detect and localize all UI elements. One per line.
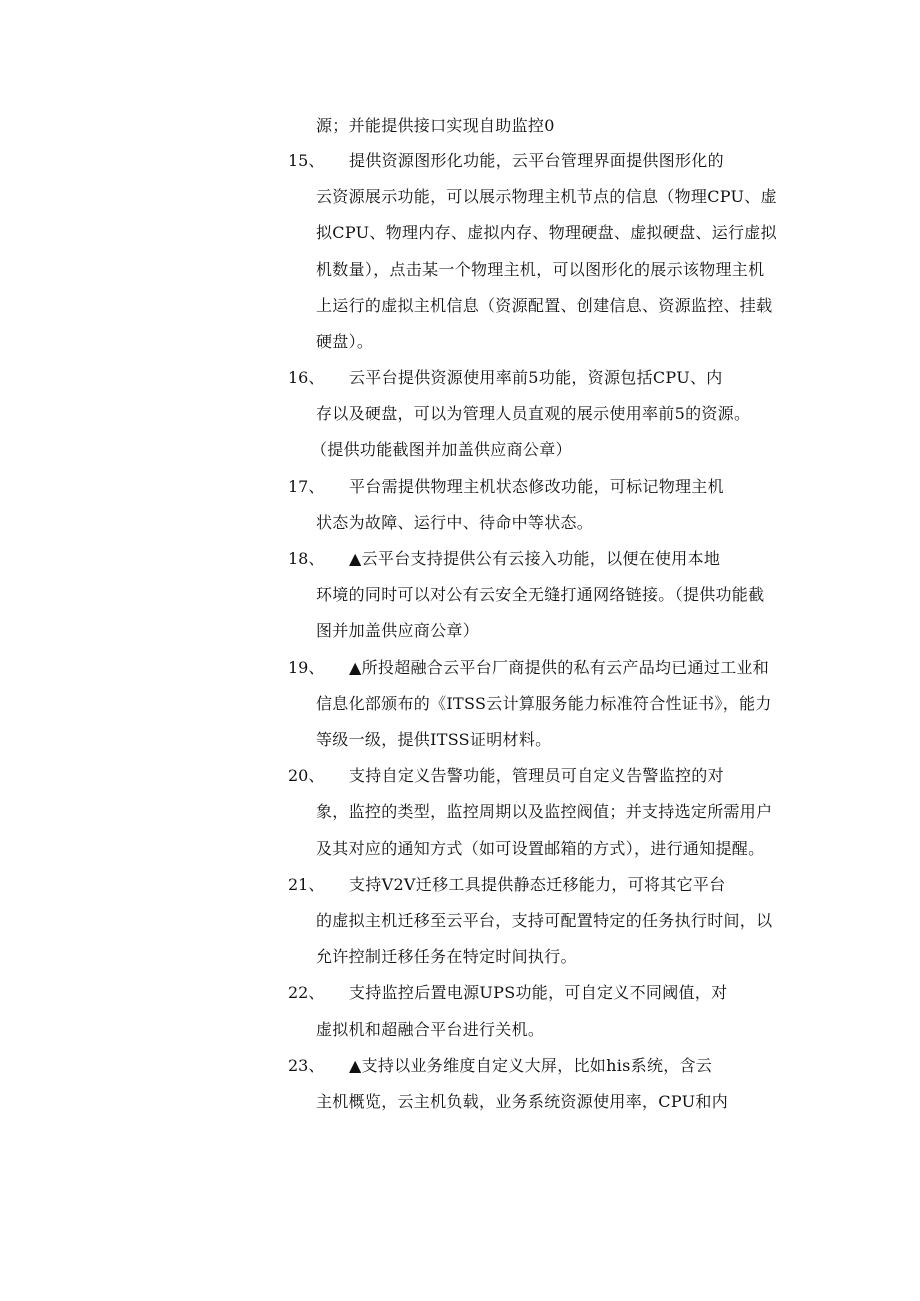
text-line: 的虚拟主机迁移至云平台，支持可配置特定的任务执行时间，以 (316, 911, 773, 930)
item-number: 22、 (288, 983, 325, 1002)
text-line: 云平台提供资源使用率前5功能，资源包括CPU、内 (349, 368, 723, 387)
item-number: 17、 (288, 477, 325, 496)
text-line: 支持监控后置电源UPS功能，可自定义不同阈值，对 (349, 983, 728, 1002)
text-line: 信息化部颁布的《ITSS云计算服务能力标准符合性证书》，能力 (316, 694, 772, 713)
text-line: 支持自定义告警功能，管理员可自定义告警监控的对 (349, 766, 724, 785)
text-line: 等级一级，提供ITSS证明材料。 (316, 730, 552, 749)
text-line: 状态为故障、运行中、待命中等状态。 (316, 513, 594, 532)
text-line: 平台需提供物理主机状态修改功能，可标记物理主机 (349, 477, 724, 496)
text-line: 主机概览，云主机负载，业务系统资源使用率，CPU和内 (316, 1092, 729, 1111)
item-number: 15、 (288, 151, 325, 170)
text-line: 图并加盖供应商公章） (316, 621, 480, 640)
item-number: 21、 (288, 875, 325, 894)
text-line: 环境的同时可以对公有云安全无缝打通网络链接。（提供功能截 (316, 585, 765, 604)
text-line: 支持V2V迁移工具提供静态迁移能力，可将其它平台 (349, 875, 726, 894)
text-line: 虚拟机和超融合平台进行关机。 (316, 1020, 545, 1039)
text-line: 象，监控的类型，监控周期以及监控阀值；并支持选定所需用户 (316, 802, 773, 821)
text-line: 源；并能提供接口实现自助监控0 (316, 116, 555, 135)
text-line: 硬盘）。 (316, 332, 374, 351)
text-line: （提供功能截图并加盖供应商公章） (311, 440, 572, 459)
text-line: 允许控制迁移任务在特定时间执行。 (316, 947, 577, 966)
text-line: 机数量），点击某一个物理主机，可以图形化的展示该物理主机 (316, 260, 765, 279)
item-number: 23、 (288, 1056, 325, 1075)
text-line: 上运行的虚拟主机信息（资源配置、创建信息、资源监控、挂载 (316, 296, 773, 315)
item-number: 19、 (288, 658, 325, 677)
text-line: 存以及硬盘，可以为管理人员直观的展示使用率前5的资源。 (316, 404, 751, 423)
text-line: ▲云平台支持提供公有云接入功能，以便在使用本地 (349, 549, 721, 568)
item-number: 20、 (288, 766, 325, 785)
text-line: ▲所投超融合云平台厂商提供的私有云产品均已通过工业和 (349, 658, 770, 677)
item-number: 18、 (288, 549, 325, 568)
text-line: 提供资源图形化功能，云平台管理界面提供图形化的 (349, 151, 724, 170)
text-line: 云资源展示功能，可以展示物理主机节点的信息（物理CPU、虚 (316, 187, 777, 206)
text-line: 及其对应的通知方式（如可设置邮箱的方式），进行通知提醒。 (316, 839, 765, 858)
text-line: 拟CPU、物理内存、虚拟内存、物理硬盘、虚拟硬盘、运行虚拟 (316, 223, 777, 242)
item-number: 16、 (288, 368, 325, 387)
text-line: ▲支持以业务维度自定义大屏，比如his系统，含云 (349, 1056, 713, 1075)
